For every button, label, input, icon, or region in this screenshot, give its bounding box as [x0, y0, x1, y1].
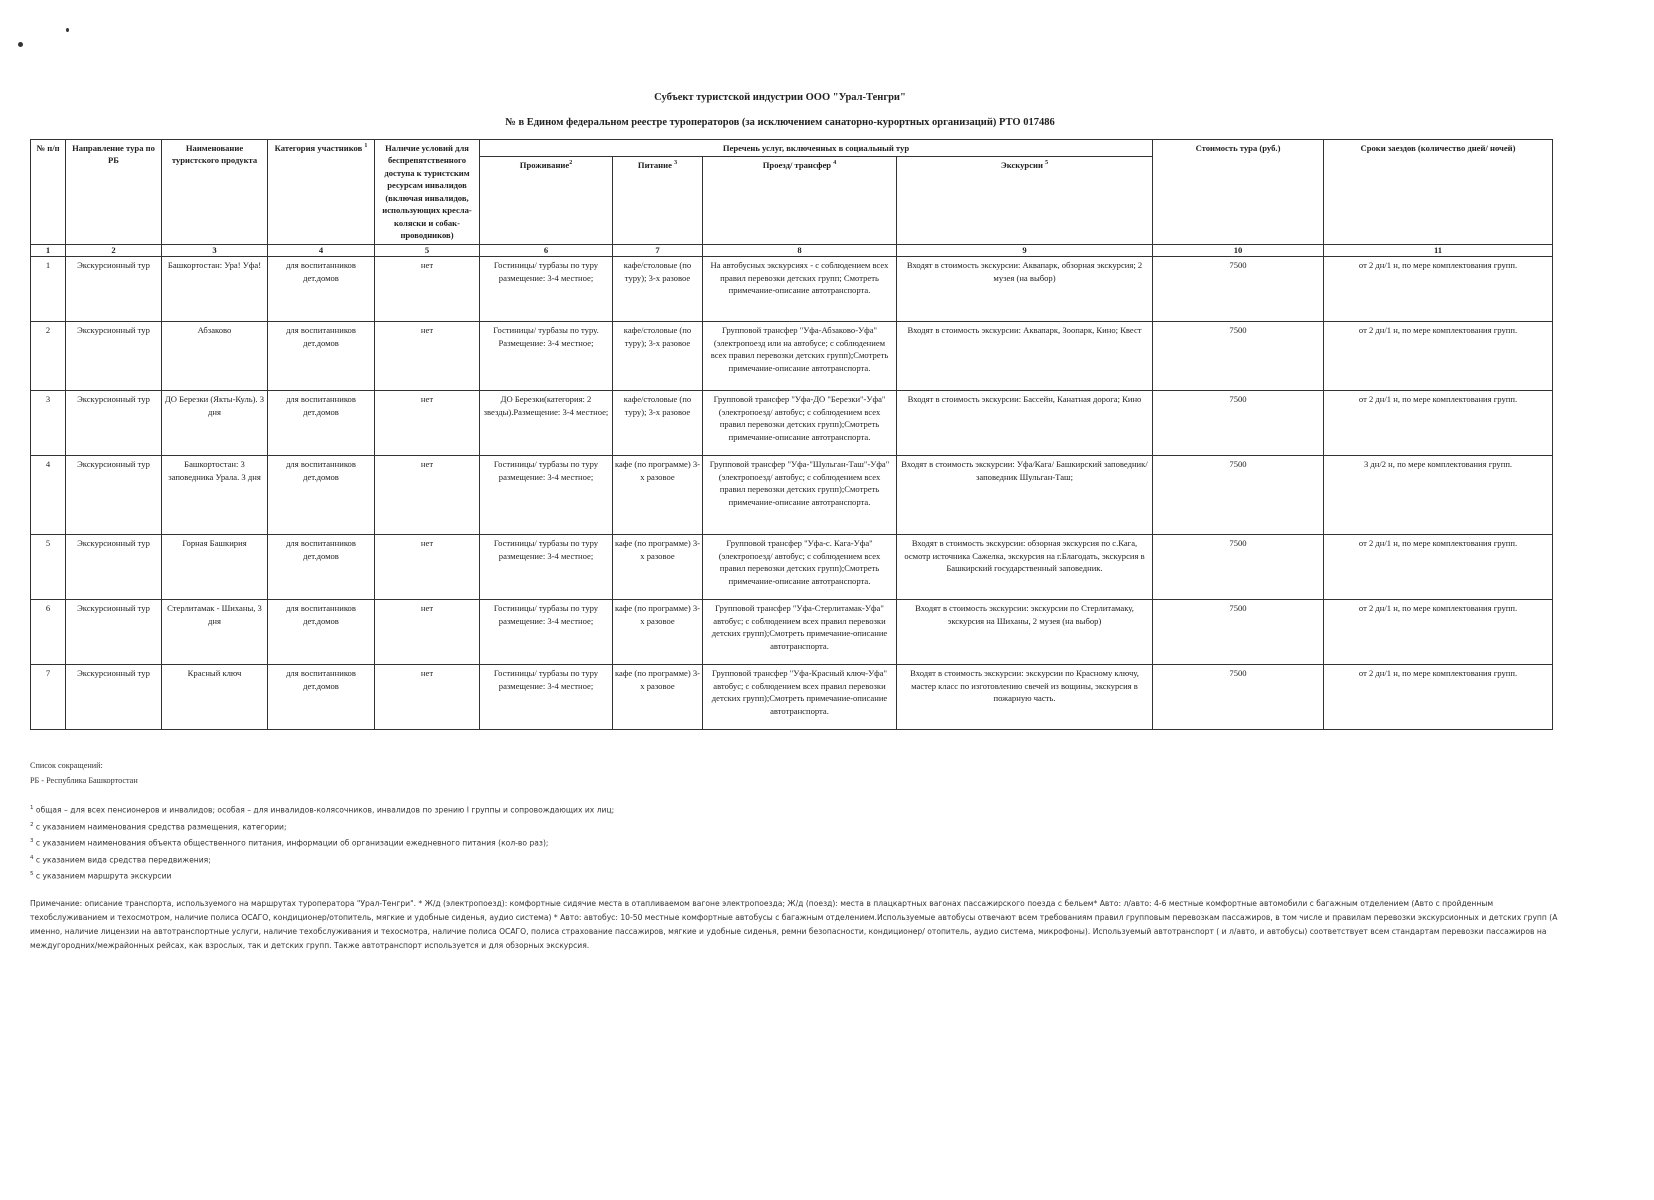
footnotes [30, 802, 1560, 883]
column-number: 5 [375, 245, 480, 257]
cell-excursions: Входят в стоимость экскурсии: Бассейн, Канатная дорога; Кино [897, 391, 1153, 456]
table-row [31, 322, 1553, 391]
column-number: 11 [1324, 245, 1553, 257]
cell-excursions: Входят в стоимость экскурсии: экскурсии по Красному ключу, мастер класс по изготовлению свечей из вощины, экскурсия в пожарную часть. [897, 665, 1153, 730]
col-header-category: Категория участников $^1$ [268, 140, 375, 245]
column-number: 6 [480, 245, 613, 257]
scan-speck [18, 42, 23, 47]
cell-duration: от 2 дн/1 н, по мере комплектования групп. [1324, 535, 1553, 600]
cell-product: Башкортостан: Ура! Уфа! [162, 257, 268, 322]
cell-excursions: Входят в стоимость экскурсии: Уфа/Кага/ Башкирский заповедник/заповедник Шульган-Таш; [897, 456, 1153, 535]
cell-duration: 3 дн/2 н, по мере комплектования групп. [1324, 456, 1553, 535]
col-header-duration: Сроки заездов (количество дней/ ночей) [1324, 140, 1553, 245]
footnote: $^2$ с указанием наименования средства размещения, категории; [30, 821, 287, 832]
cell-duration: от 2 дн/1 н, по мере комплектования групп. [1324, 257, 1553, 322]
cell-cost: 7500 [1153, 665, 1324, 730]
cell-duration: от 2 дн/1 н, по мере комплектования групп. [1324, 391, 1553, 456]
cell-product: Горная Башкирия [162, 535, 268, 600]
cell-cost: 7500 [1153, 257, 1324, 322]
cell-direction: Экскурсионный тур [66, 600, 162, 665]
cell-category: для воспитанников дет.домов [268, 665, 375, 730]
footnote: $^1$ общая – для всех пенсионеров и инвалидов; особая – для инвалидов-колясочников, инвалидов по зрению I группы и сопровождающих их лиц; [30, 805, 615, 815]
footnote: $^3$ с указанием наименования объекта общественного питания, информации об организации ежедневного питания (кол-во раз); [30, 838, 549, 848]
cell-transfer: Групповой трансфер "Уфа-ДО "Березки"-Уфа" (электропоезд/ автобус; с соблюдением всех правил перевозки детских групп);Смотреть примечание-описание автотранспорта. [703, 391, 897, 456]
col-header-product: Наименование туристского продукта [162, 140, 268, 245]
cell-excursions: Входят в стоимость экскурсии: Аквапарк, Зоопарк, Кино; Квест [897, 322, 1153, 391]
transport-remark: Примечание: описание транспорта, используемого на маршрутах туроператора "Урал-Тенгри". * Ж/д (электропоезд): комфортные сидячие места в отапливаемом вагоне электропоезда; Ж/д (поезд): места в плацкартных вагонах пассажирского поезда с бельем* Авто: л/авто: 4-6 местные комфортные автомобили с багажным отделением (Авто с пройденным техобслуживанием и техосмотром, наличие полиса ОСАГО, кондиционер/отопитель, мягкие и удобные сиденья, аудио система) * Авто: автобус: 10-50 местные комфортные автобусы с багажным отделением.Используемые автобусы отвечают всем требованиям правил групповым перевозкам пассажиров, в том числе и правилам перевозки экскурсионных и детских групп (А именно, наличие лицензии на автотранспортные услуги, наличие техобслуживания и техосмотра, наличие полиса ОСАГО, полиса страхование пассажиров, мягкие и удобные сиденья, ремни безопасности, кондиционер/ отопитель, аудио система, микрофоны). Используемый автотранспорт ( и л/авто, и автобусы) соответствует всем стандартам перевозки пассажиров на междугородних/межрайонных рейсах, как взрослых, так и детских групп. Также автотранспорт используется и для обзорных экскурсия. [30, 898, 1558, 950]
cell-access: нет [375, 535, 480, 600]
cell-product: Красный ключ [162, 665, 268, 730]
col-header-accessibility: Наличие условий для беспрепятственного доступа к туристским ресурсам инвалидов (включая инвалидов, использующих кресла-коляски и собак-проводников) [375, 140, 480, 245]
column-number: 2 [66, 245, 162, 257]
column-number: 10 [1153, 245, 1324, 257]
cell-accommodation: Гостиницы/ турбазы по туру размещение: 3-4 местное; [480, 456, 613, 535]
cell-food: кафе (по программе) 3-х разовое [613, 456, 703, 535]
cell-transfer: На автобусных экскурсиях - с соблюдением всех правил перевозки детских групп; Смотреть примечание-описание автотранспорта. [703, 257, 897, 322]
cell-excursions: Входят в стоимость экскурсии: экскурсии по Стерлитамаку, экскурсия на Шиханы, 2 музея (на выбор) [897, 600, 1153, 665]
col-header-accommodation: Проживание$^2$ [480, 157, 613, 245]
col-header-transfer: Проезд/ трансфер $^4$ [703, 157, 897, 245]
cell-accommodation: Гостиницы/ турбазы по туру размещение: 3-4 местное; [480, 665, 613, 730]
cell-category: для воспитанников дет.домов [268, 456, 375, 535]
cell-access: нет [375, 257, 480, 322]
cell-cost: 7500 [1153, 322, 1324, 391]
column-number: 1 [31, 245, 66, 257]
cell-food: кафе/столовые (по туру); 3-х разовое [613, 322, 703, 391]
column-number: 4 [268, 245, 375, 257]
scan-speck [66, 28, 69, 32]
cell-category: для воспитанников дет.домов [268, 600, 375, 665]
cell-access: нет [375, 391, 480, 456]
cell-food: кафе (по программе) 3-х разовое [613, 665, 703, 730]
column-number: 8 [703, 245, 897, 257]
col-header-direction: Направление тура по РБ [66, 140, 162, 245]
cell-product: Башкортостан: 3 заповедника Урала. 3 дня [162, 456, 268, 535]
cell-accommodation: Гостиницы/ турбазы по туру. Размещение: 3-4 местное; [480, 322, 613, 391]
column-number: 3 [162, 245, 268, 257]
cell-product: ДО Березки (Якты-Куль). 3 дня [162, 391, 268, 456]
cell-food: кафе (по программе) 3-х разовое [613, 600, 703, 665]
cell-cost: 7500 [1153, 535, 1324, 600]
cell-cost: 7500 [1153, 391, 1324, 456]
cell-product: Абзаково [162, 322, 268, 391]
cell-excursions: Входят в стоимость экскурсии: Аквапарк, обзорная экскурсия; 2 музея (на выбор) [897, 257, 1153, 322]
header-row [31, 140, 1553, 157]
cell-category: для воспитанников дет.домов [268, 391, 375, 456]
cell-direction: Экскурсионный тур [66, 665, 162, 730]
notes-section [30, 758, 1560, 953]
subject-line: Субъект туристской индустрии ООО "Урал-Тенгри" [654, 92, 906, 103]
cell-num: 1 [31, 257, 66, 322]
col-header-food: Питание $^3$ [613, 157, 703, 245]
cell-food: кафе (по программе) 3-х разовое [613, 535, 703, 600]
cell-accommodation: Гостиницы/ турбазы по туру размещение: 3-4 местное; [480, 257, 613, 322]
registry-line: № в Едином федеральном реестре туроператоров (за исключением санаторно-курортных организаций) РТО 017486 [505, 117, 1055, 128]
column-number: 7 [613, 245, 703, 257]
document-header [0, 92, 1560, 128]
cell-product: Стерлитамак - Шиханы, 3 дня [162, 600, 268, 665]
cell-transfer: Групповой трансфер "Уфа-с. Кага-Уфа" (электропоезд/ автобус; с соблюдением всех правил перевозки детских групп);Смотреть примечание-описание автотранспорта. [703, 535, 897, 600]
cell-category: для воспитанников дет.домов [268, 322, 375, 391]
col-header-num: № п/п [31, 140, 66, 245]
table-row [31, 535, 1553, 600]
column-number-row [31, 245, 1553, 257]
cell-cost: 7500 [1153, 600, 1324, 665]
col-header-services-group: Перечень услуг, включенных в социальный тур [480, 140, 1153, 157]
cell-food: кафе/столовые (по туру); 3-х разовое [613, 391, 703, 456]
table-row [31, 257, 1553, 322]
cell-duration: от 2 дн/1 н, по мере комплектования групп. [1324, 322, 1553, 391]
cell-duration: от 2 дн/1 н, по мере комплектования групп. [1324, 600, 1553, 665]
table-row [31, 391, 1553, 456]
table-row [31, 600, 1553, 665]
cell-direction: Экскурсионный тур [66, 535, 162, 600]
cell-direction: Экскурсионный тур [66, 391, 162, 456]
cell-num: 6 [31, 600, 66, 665]
abbreviations-title: Список сокращений: [30, 761, 103, 770]
cell-num: 3 [31, 391, 66, 456]
cell-transfer: Групповой трансфер "Уфа-"Шульган-Таш"-Уфа" (электропоезд/ автобус; с соблюдением всех правил перевозки детских групп);Смотреть примечание-описание автотранспорта. [703, 456, 897, 535]
col-header-cost: Стоимость тура (руб.) [1153, 140, 1324, 245]
cell-transfer: Групповой трансфер "Уфа-Абзаково-Уфа" (электропоезд или на автобусе; с соблюдением всех правил перевозки детских групп);Смотреть примечание-описание автотранспорта. [703, 322, 897, 391]
cell-accommodation: ДО Березки(категория: 2 звезды).Размещение: 3-4 местное; [480, 391, 613, 456]
footnote: $^4$ с указанием вида средства передвижения; [30, 854, 211, 865]
cell-duration: от 2 дн/1 н, по мере комплектования групп. [1324, 665, 1553, 730]
cell-cost: 7500 [1153, 456, 1324, 535]
cell-direction: Экскурсионный тур [66, 322, 162, 391]
cell-category: для воспитанников дет.домов [268, 257, 375, 322]
footnote: $^5$ с указанием маршрута экскурсии [30, 871, 172, 881]
cell-access: нет [375, 665, 480, 730]
cell-access: нет [375, 322, 480, 391]
cell-food: кафе/столовые (по туру); 3-х разовое [613, 257, 703, 322]
cell-num: 2 [31, 322, 66, 391]
tours-table [30, 139, 1553, 730]
cell-num: 4 [31, 456, 66, 535]
col-header-excursions: Экскурсии $^5$ [897, 157, 1153, 245]
table-row [31, 456, 1553, 535]
cell-accommodation: Гостиницы/ турбазы по туру размещение: 3-4 местное; [480, 535, 613, 600]
cell-transfer: Групповой трансфер "Уфа-Стерлитамак-Уфа" автобус; с соблюдением всех правил перевозки детских групп);Смотреть примечание-описание автотранспорта. [703, 600, 897, 665]
cell-num: 7 [31, 665, 66, 730]
cell-direction: Экскурсионный тур [66, 257, 162, 322]
cell-direction: Экскурсионный тур [66, 456, 162, 535]
abbreviation-rb: РБ - Республика Башкортостан [30, 776, 138, 785]
cell-transfer: Групповой трансфер "Уфа-Красный ключ-Уфа" автобус; с соблюдением всех правил перевозки детских групп);Смотреть примечание-описание автотранспорта. [703, 665, 897, 730]
cell-excursions: Входят в стоимость экскурсии: обзорная экскурсия по с.Кага, осмотр источника Сажелка, экскурсия на г.Благодать, экскурсия в Башкирский государственный заповедник. [897, 535, 1153, 600]
cell-access: нет [375, 456, 480, 535]
cell-access: нет [375, 600, 480, 665]
cell-num: 5 [31, 535, 66, 600]
cell-category: для воспитанников дет.домов [268, 535, 375, 600]
cell-accommodation: Гостиницы/ турбазы по туру размещение: 3-4 местное; [480, 600, 613, 665]
column-number: 9 [897, 245, 1153, 257]
table-row [31, 665, 1553, 730]
